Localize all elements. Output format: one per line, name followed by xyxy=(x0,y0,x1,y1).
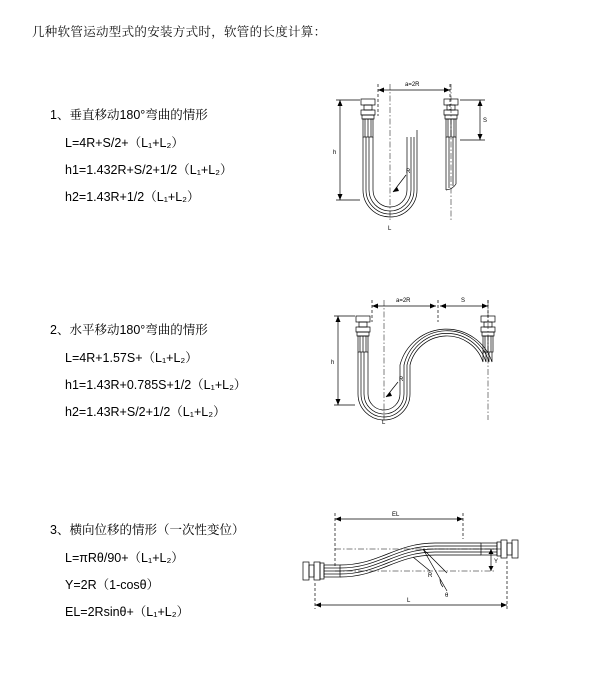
svg-text:EL: EL xyxy=(392,512,400,518)
svg-text:a=2R: a=2R xyxy=(405,82,420,88)
svg-text:R: R xyxy=(406,169,411,175)
horizontal-180-bend-diagram xyxy=(320,290,520,450)
section-2-formula-2: h1=1.43R+0.785S+1/2（L₁+L₂） xyxy=(65,378,247,392)
svg-text:R: R xyxy=(428,573,433,579)
section-1-text xyxy=(50,105,310,214)
section-3-title: 3、横向位移的情形（一次性变位） xyxy=(50,523,245,537)
lateral-offset-diagram xyxy=(295,505,525,635)
section-1-formula-2: h1=1.432R+S/2+1/2（L₁+L₂） xyxy=(65,163,233,177)
svg-text:S: S xyxy=(461,298,466,304)
svg-text:θ: θ xyxy=(445,593,449,599)
svg-text:L: L xyxy=(382,420,386,426)
section-3-text xyxy=(50,520,310,629)
svg-text:L: L xyxy=(388,226,392,232)
section-2-title: 2、水平移动180°弯曲的情形 xyxy=(50,323,208,337)
section-2-text xyxy=(50,320,310,429)
svg-text:S: S xyxy=(483,118,488,124)
section-2-formula-3: h2=1.43R+S/2+1/2（L₁+L₂） xyxy=(65,405,226,419)
svg-text:R: R xyxy=(399,377,404,383)
section-3-formula-2: Y=2R（1-cosθ） xyxy=(65,578,160,592)
svg-text:h: h xyxy=(331,360,335,366)
page-title: 几种软管运动型式的安装方式时，软管的长度计算： xyxy=(32,25,327,39)
svg-text:a=2R: a=2R xyxy=(396,298,411,304)
section-3-formula-1: L=πRθ/90+（L₁+L₂） xyxy=(65,551,184,565)
section-3-formula-3: EL=2Rsinθ+（L₁+L₂） xyxy=(65,605,190,619)
svg-text:h: h xyxy=(333,150,337,156)
section-2-formula-1: L=4R+1.57S+（L₁+L₂） xyxy=(65,351,198,365)
svg-text:L: L xyxy=(407,598,411,604)
section-1-title: 1、垂直移动180°弯曲的情形 xyxy=(50,108,208,122)
section-1-formula-3: h2=1.43R+1/2（L₁+L₂） xyxy=(65,190,200,204)
svg-text:Y: Y xyxy=(494,559,499,565)
section-1-formula-1: L=4R+S/2+（L₁+L₂） xyxy=(65,136,184,150)
vertical-180-bend-diagram xyxy=(320,70,520,260)
